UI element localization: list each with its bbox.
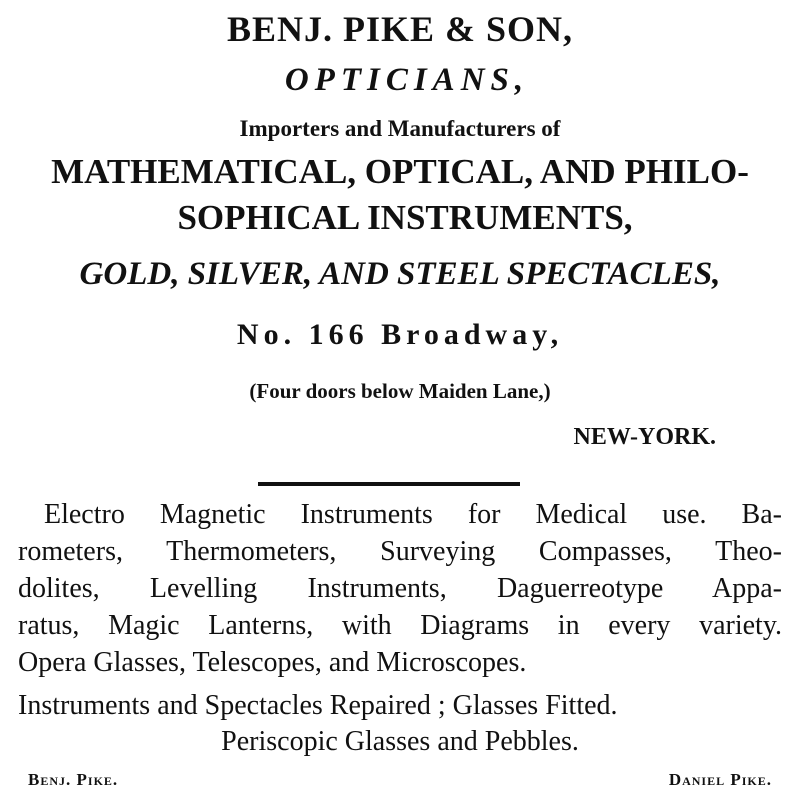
product-line: dolites, Levelling Instruments, Daguerreotype Appa-	[18, 573, 782, 604]
product-line: rometers, Thermometers, Surveying Compasses, Theo-	[18, 536, 782, 567]
product-paragraph	[18, 496, 782, 681]
signature-left: Benj. Pike.	[28, 770, 119, 789]
services-line: Instruments and Spectacles Repaired ; Glasses Fitted.	[18, 690, 618, 721]
city: NEW-YORK.	[573, 424, 716, 450]
profession-title: OPTICIANS,	[284, 62, 530, 98]
divider-rule	[258, 482, 520, 486]
product-line: Electro Magnetic Instruments for Medical use. Ba-	[44, 499, 782, 530]
address: No. 166 Broadway,	[236, 318, 564, 351]
firm-name: BENJ. PIKE & SON,	[226, 9, 574, 49]
services-line: Periscopic Glasses and Pebbles.	[221, 726, 579, 757]
product-line: Opera Glasses, Telescopes, and Microscopes.	[18, 647, 527, 678]
signature-right: Daniel Pike.	[668, 770, 772, 789]
address-note: (Four doors below Maiden Lane,)	[249, 379, 551, 403]
services-paragraph	[18, 688, 782, 760]
instruments-line-2: SOPHICAL INSTRUMENTS,	[177, 198, 633, 237]
importers-line: Importers and Manufacturers of	[239, 116, 561, 141]
spectacles-line: GOLD, SILVER, AND STEEL SPECTACLES,	[79, 256, 721, 292]
product-line: ratus, Magic Lanterns, with Diagrams in every variety.	[18, 610, 782, 641]
instruments-line-1: MATHEMATICAL, OPTICAL, AND PHILO-	[51, 152, 749, 191]
